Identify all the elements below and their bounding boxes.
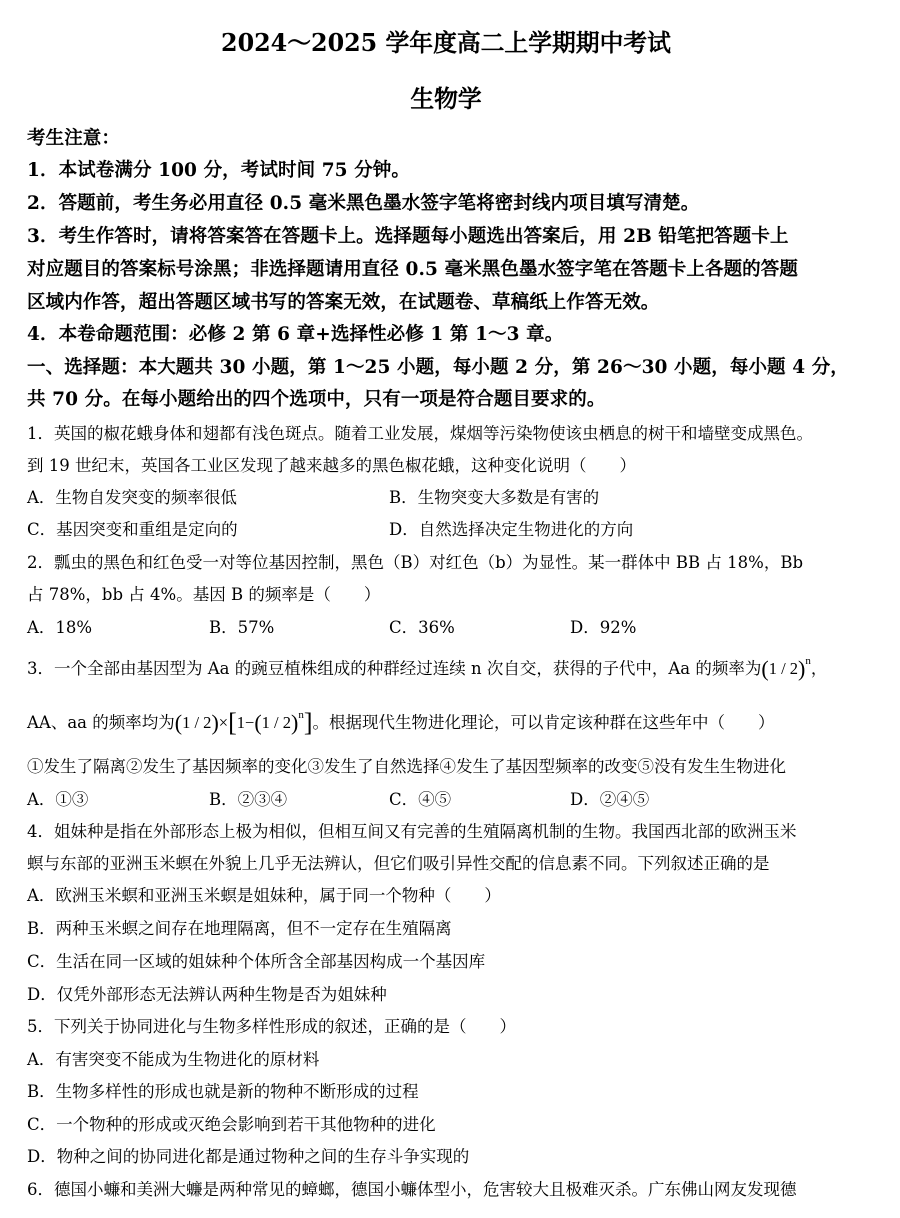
q4-option-d: D．仅凭外部形态无法辨认两种生物是否为姐妹种 [27,985,387,1004]
q2-stem: 2．瓢虫的黑色和红色受一对等位基因控制，黑色（B）对红色（b）为显性。某一群体中 BB 占 18%，Bb [27,553,804,572]
q2-option-b: B．57% [209,618,275,637]
q5-option-b: B．生物多样性的形成也就是新的物种不断形成的过程 [27,1082,419,1101]
q4-option-c: C．生活在同一区域的姐妹种个体所含全部基因构成一个基因库 [27,952,486,971]
q4-stem: 4．姐妹种是指在外部形态上极为相似，但相互间又有完善的生殖隔离机制的生物。我国西北部的欧洲玉米 [27,822,797,841]
section-heading: 一、选择题：本大题共 30 小题，第 1～25 小题，每小题 2 分，第 26～30 小题，每小题 4 分， [27,357,849,378]
q3-text: 3．一个全部由基因型为 Aa 的豌豆植株组成的种群经过连续 n 次自交，获得的子代中，Aa 的频率为 [27,659,762,678]
q1-option-b: B．生物突变大多数是有害的 [389,488,600,507]
q3-fraction: 1 / 2 [182,713,212,732]
q1-stem: 到 19 世纪末，英国各工业区发现了越来越多的黑色椒花蛾，这种变化说明（ ） [27,456,636,475]
q1-option-c: C．基因突变和重组是定向的 [27,520,238,539]
q3-exponent: n [805,655,811,667]
q3-text: AA、aa 的频率均为 [27,713,175,732]
q3-option-b: B．②③④ [209,790,288,809]
q4-option-a: A．欧洲玉米螟和亚洲玉米螟是姐妹种，属于同一个物种（ ） [27,886,501,905]
q1-stem: 1．英国的椒花蛾身体和翅都有浅色斑点。随着工业发展，煤烟等污染物使该虫栖息的树干和墙壁变成黑色。 [27,424,813,443]
q2-option-c: C．36% [389,618,455,637]
q1-option-d: D．自然选择决定生物进化的方向 [389,520,634,539]
notice-item: 对应题目的答案标号涂黑；非选择题请用直径 0.5 毫米黑色墨水签字笔在答题卡上各题的答题 [27,259,798,280]
q3-option-a: A．①③ [27,790,89,809]
q3-text: 。根据现代生物进化理论，可以肯定该种群在这些年中（ ） [312,713,775,732]
q2-option-a: A．18% [27,618,93,637]
notice-item: 2．答题前，考生务必用直径 0.5 毫米黑色墨水签字笔将密封线内项目填写清楚。 [27,193,700,214]
q5-option-a: A．有害突变不能成为生物进化的原材料 [27,1050,320,1069]
q3-stem-line1 [27,655,887,682]
q3-fraction: 1 / 2 [768,659,799,678]
q3-punct: ， [810,659,828,678]
notice-item: 4．本卷命题范围：必修 2 第 6 章+选择性必修 1 第 1～3 章。 [27,324,564,345]
q6-stem: 6．德国小蠊和美洲大蠊是两种常见的蟑螂，德国小蠊体型小，危害较大且极难灭杀。广东佛山网友发现德 [27,1180,797,1199]
notice-heading: 考生注意： [27,128,121,149]
q3-exponent: n [298,709,304,721]
q2-stem: 占 78%，bb 占 4%。基因 B 的频率是（ ） [27,585,381,604]
q4-stem: 螟与东部的亚洲玉米螟在外貌上几乎无法辨认，但它们吸引异性交配的信息素不同。下列叙述正确的是 [27,854,770,873]
notice-item: 3．考生作答时，请将答案答在答题卡上。选择题每小题选出答案后，用 2B 铅笔把答题卡上 [27,226,789,247]
section-heading: 共 70 分。在每小题给出的四个选项中，只有一项是符合题目要求的。 [27,389,606,410]
q5-option-c: C．一个物种的形成或灭绝会影响到若干其他物种的进化 [27,1115,436,1134]
q3-statements: ①发生了隔离②发生了基因频率的变化③发生了自然选择④发生了基因型频率的改变⑤没有发生生物进化 [27,757,786,776]
q3-formula: (1 / 2)$^n$ [761,655,811,681]
notice-item: 区域内作答，超出答题区域书写的答案无效，在试题卷、草稿纸上作答无效。 [27,292,660,313]
q5-option-d: D．物种之间的协同进化都是通过物种之间的生存斗争实现的 [27,1147,470,1166]
q3-fraction: 1 / 2 [261,713,291,732]
q3-option-c: C．④⑤ [389,790,452,809]
q3-one-minus: 1− [236,713,255,732]
q2-option-d: D．92% [570,618,637,637]
exam-title: 2024～2025 学年度高二上学期期中考试 [221,28,671,57]
q1-option-a: A．生物自发突变的频率很低 [27,488,237,507]
q3-option-d: D．②④⑤ [570,790,650,809]
q5-stem: 5．下列关于协同进化与生物多样性形成的叙述，正确的是（ ） [27,1017,516,1036]
notice-item: 1．本试卷满分 100 分，考试时间 75 分钟。 [27,160,410,181]
q3-times: × [218,713,229,732]
q4-option-b: B．两种玉米螟之间存在地理隔离，但不一定存在生殖隔离 [27,919,452,938]
q3-formula: (1 / 2)×[1−(1 / 2)$^n$] [174,708,313,737]
q3-stem-line2 [27,708,887,738]
subject-title: 生物学 [410,84,482,113]
